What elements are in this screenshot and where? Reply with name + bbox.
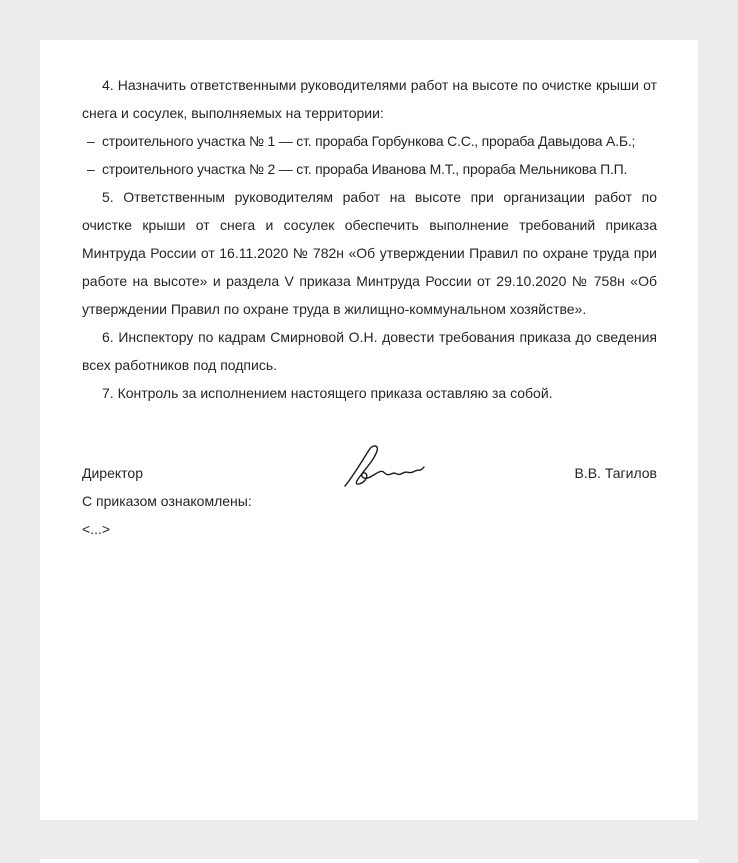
clause-6-paragraph: 6. Инспектору по кадрам Смирновой О.Н. довести требования приказа до сведения всех работников под подпись. (82, 329, 657, 373)
signature-row (82, 459, 657, 487)
clause-4-paragraph: 4. Назначить ответственными руководителями работ на высоте по очистке крыши от снега и сосулек, выполняемых на территории: (82, 77, 657, 121)
acknowledgement-label: С приказом ознакомлены: (82, 493, 252, 509)
document-content (82, 71, 657, 543)
signatory-name: В.В. Тагилов (574, 465, 657, 481)
document-page-1 (40, 40, 698, 820)
document-page-2-top (40, 859, 698, 863)
list-item-site-1: – строительного участка № 1 — ст. прораба Горбункова С.С., прораба Давыдова А.Б.; (87, 133, 636, 149)
director-signature-icon (340, 442, 426, 488)
acknowledgement-placeholder: <...> (82, 521, 111, 537)
list-item-site-2: – строительного участка № 2 — ст. прораба Иванова М.Т., прораба Мельникова П.П. (87, 161, 628, 177)
clause-7-paragraph: 7. Контроль за исполнением настоящего приказа оставляю за собой. (102, 385, 553, 401)
director-position-label: Директор (82, 465, 143, 481)
clause-5-paragraph: 5. Ответственным руководителям работ на высоте при организации работ по очистке крыши от снега и сосулек обеспечить выполнение требований приказа Минтруда России от 16.11.2020 № 782н «Об утверждении Правил по охране труда при работе на высоте» и раздела V приказа Минтруда России от 29.10.2020 № 758н «Об утверждении Правил по охране труда в жилищно-коммунальном хозяйстве». (82, 189, 657, 317)
